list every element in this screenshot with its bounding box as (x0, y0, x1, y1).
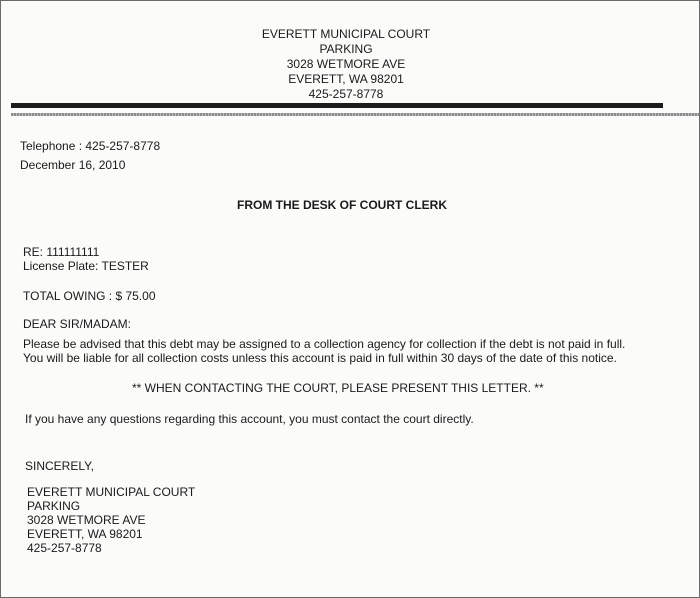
letterhead-department: PARKING (319, 42, 373, 56)
license-plate: License Plate: TESTER (23, 259, 149, 273)
header-divider-thick (11, 103, 663, 108)
signature-block (27, 485, 195, 555)
header-divider-thin (11, 113, 699, 116)
letter-title: FROM THE DESK OF COURT CLERK (237, 198, 447, 212)
letterhead-city: EVERETT, WA 98201 (288, 72, 404, 86)
collection-warning-paragraph (23, 337, 625, 365)
closing: SINCERELY, (25, 459, 94, 473)
contact-notice: ** WHEN CONTACTING THE COURT, PLEASE PRESENT THIS LETTER. ** (132, 381, 544, 395)
letterhead-street: 3028 WETMORE AVE (286, 57, 406, 71)
signature-department: PARKING (27, 499, 81, 513)
salutation: DEAR SIR/MADAM: (23, 317, 132, 331)
questions-line: If you have any questions regarding this account, you must contact the court directly. (25, 412, 474, 426)
reference-number: RE: 111111111 (23, 245, 100, 259)
body-line-2: You will be liable for all collection costs unless this account is paid in full within 30 days of the date of this notice. (23, 351, 617, 365)
total-owing: TOTAL OWING : $ 75.00 (23, 289, 156, 303)
letterhead-phone: 425-257-8778 (308, 87, 384, 101)
signature-city: EVERETT, WA 98201 (27, 527, 143, 541)
signature-phone: 425-257-8778 (27, 541, 102, 555)
body-line-1: Please be advised that this debt may be assigned to a collection agency for collection if the debt is not paid in full. (23, 337, 626, 351)
letter-date: December 16, 2010 (20, 158, 126, 172)
telephone-line: Telephone : 425-257-8778 (20, 139, 161, 153)
signature-court-name: EVERETT MUNICIPAL COURT (27, 485, 196, 499)
signature-street: 3028 WETMORE AVE (27, 513, 146, 527)
letterhead (201, 27, 491, 102)
letterhead-court-name: EVERETT MUNICIPAL COURT (261, 27, 431, 41)
